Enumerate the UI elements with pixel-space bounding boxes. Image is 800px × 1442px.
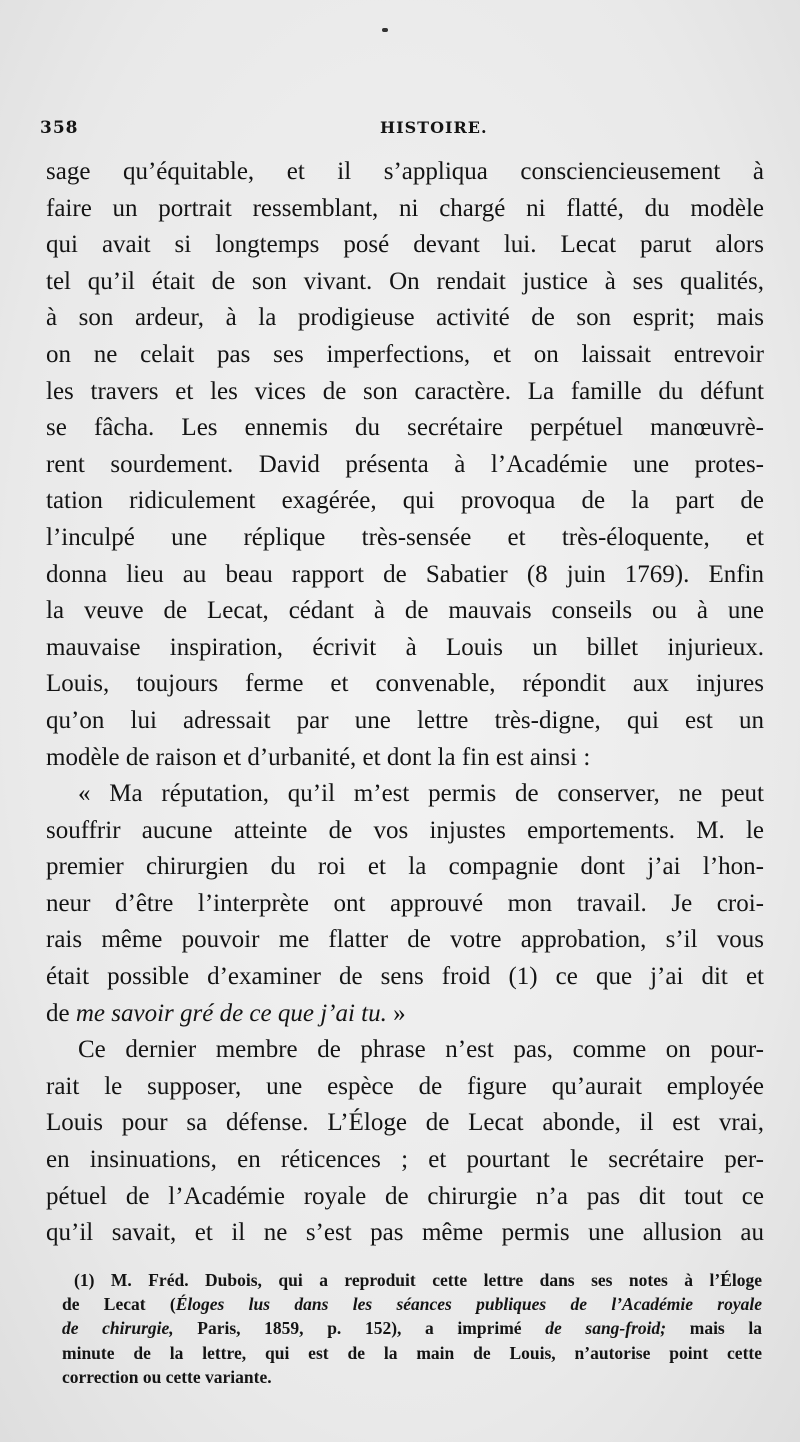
page-number: 358 <box>40 118 79 138</box>
text-line: Ce dernier membre de phrase n’est pas, comme on pour- <box>78 1036 764 1064</box>
text-line: modèle de raison et d’urbanité, et dont la fin est ainsi : <box>46 743 591 771</box>
text-line: tel qu’il était de son vivant. On rendait justice à ses qualités, <box>46 267 764 295</box>
text-line: rait le supposer, une espèce de figure qu’aurait employée <box>46 1072 764 1100</box>
text-line: Louis, toujours ferme et convenable, répondit aux injures <box>46 670 764 698</box>
quote-line: premier chirurgien du roi et la compagnie dont j’ai l’hon- <box>46 853 764 881</box>
text-line: la veuve de Lecat, cédant à de mauvais conseils ou à une <box>46 597 764 625</box>
quote-end-prefix: de <box>46 999 76 1027</box>
quote-line: rais même pouvoir me flatter de votre approbation, s’il vous <box>46 926 764 954</box>
quote-line: souffrir aucune atteinte de vos injustes emportements. M. le <box>46 816 764 844</box>
footnote-italic: de chirurgie, <box>62 1318 174 1339</box>
footnote-text: Paris, 1859, p. 152), a imprimé <box>173 1318 546 1339</box>
text-line: pétuel de l’Académie royale de chirurgie n’a pas dit tout ce <box>46 1182 764 1210</box>
text-line: en insinuations, en réticences ; et pourtant le secrétaire per- <box>46 1146 764 1174</box>
text-line: qu’il savait, et il ne s’est pas même permis une allusion au <box>46 1219 764 1247</box>
footnote-text: mais la <box>666 1318 762 1339</box>
quote-end-line <box>46 996 764 1033</box>
footnote-text: de Lecat ( <box>62 1294 176 1315</box>
text-line: tation ridiculement exagérée, qui provoqua de la part de <box>46 487 764 515</box>
footnote <box>62 1268 762 1389</box>
text-line: mauvaise inspiration, écrivit à Louis un billet injurieux. <box>46 633 764 661</box>
running-head: HISTOIRE. <box>380 118 488 137</box>
text-line: l’inculpé une réplique très-sensée et très-éloquente, et <box>46 523 764 551</box>
footnote-line <box>62 1316 762 1340</box>
text-line: faire un portrait ressemblant, ni chargé ni flatté, du modèle <box>46 194 764 222</box>
text-line: sage qu’équitable, et il s’appliqua consciencieusement à <box>46 158 764 185</box>
page-header <box>40 118 760 144</box>
text-line: qu’on lui adressait par une lettre très-digne, qui est un <box>46 706 764 734</box>
quote-line: neur d’être l’interprète ont approuvé mon travail. Je croi- <box>46 889 764 917</box>
quote-end-suffix: » <box>386 999 406 1027</box>
text-line: rent sourdement. David présenta à l’Académie une protes- <box>46 450 764 478</box>
text-line: Louis pour sa défense. L’Éloge de Lecat abonde, il est vrai, <box>46 1109 764 1137</box>
footnote-italic: de sang-froid; <box>545 1318 667 1339</box>
ink-mark <box>382 28 388 32</box>
text-line: donna lieu au beau rapport de Sabatier (8 juin 1769). Enfin <box>46 560 764 588</box>
quote-line: était possible d’examiner de sens froid (1) ce que j’ai dit et <box>46 963 764 991</box>
footnote-line: (1) M. Fréd. Dubois, qui a reproduit cette lettre dans ses notes à l’Éloge <box>74 1270 762 1290</box>
text-line: les travers et les vices de son caractère. La famille du défunt <box>46 377 764 405</box>
footnote-line: correction ou cette variante. <box>62 1366 272 1387</box>
quote-end-italic: me savoir gré de ce que j’ai tu. <box>75 999 387 1027</box>
footnote-line: minute de la lettre, qui est de la main de Louis, n’autorise point cette <box>62 1342 762 1363</box>
main-text <box>46 154 764 1252</box>
text-line: à son ardeur, à la prodigieuse activité de son esprit; mais <box>46 304 764 332</box>
text-line: se fâcha. Les ennemis du secrétaire perpétuel manœuvrè- <box>46 414 764 442</box>
footnote-italic: Éloges lus dans les séances publiques de l’Académie royale <box>175 1294 762 1315</box>
text-line: on ne celait pas ses imperfections, et on laissait entrevoir <box>46 340 764 368</box>
quote-line: « Ma réputation, qu’il m’est permis de conserver, ne peut <box>78 780 764 808</box>
footnote-line <box>62 1292 762 1316</box>
text-line: qui avait si longtemps posé devant lui. Lecat parut alors <box>46 231 764 259</box>
